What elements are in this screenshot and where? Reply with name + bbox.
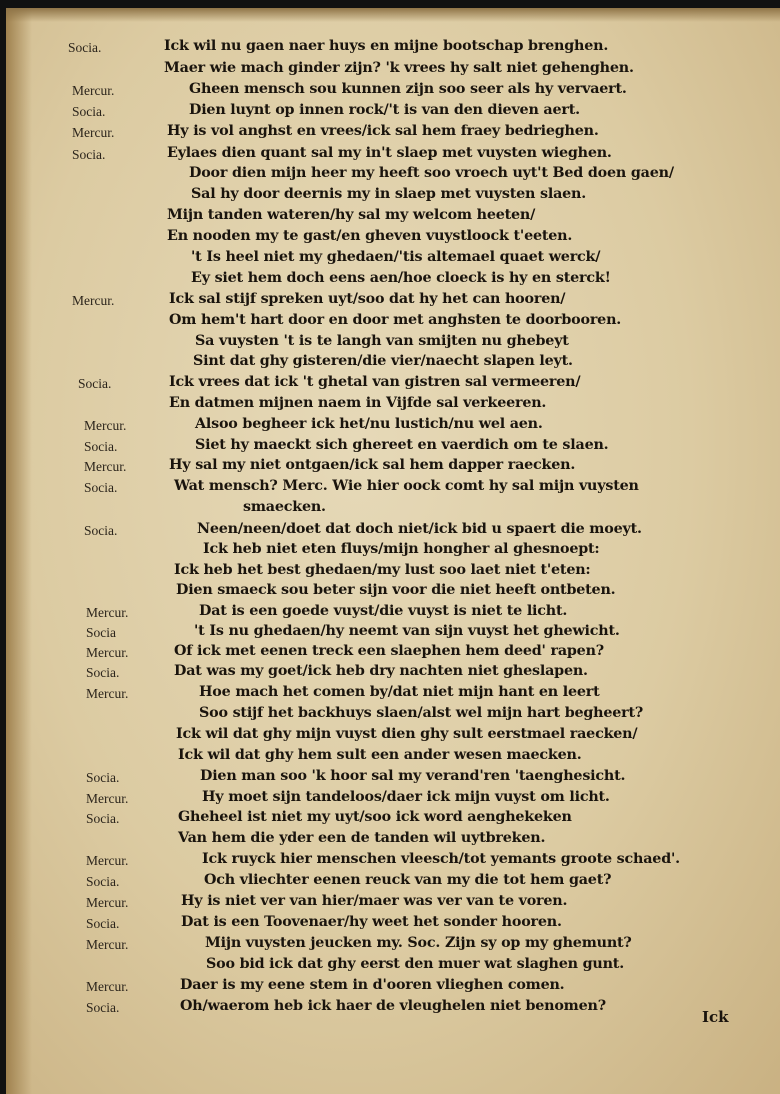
verse-text: Sint dat ghy gisteren/die vier/naecht slapen leyt. bbox=[193, 353, 573, 369]
speaker-label: Socia. bbox=[86, 665, 120, 680]
speaker-label: Socia bbox=[86, 625, 116, 640]
verse-line bbox=[6, 291, 780, 311]
verse-line bbox=[6, 893, 780, 913]
verse-line bbox=[6, 145, 780, 165]
page-top-shadow bbox=[6, 8, 780, 22]
verse-line bbox=[6, 809, 780, 829]
verse-line bbox=[6, 956, 780, 976]
verse-text: Alsoo begheer ick het/nu lustich/nu wel aen. bbox=[195, 416, 543, 432]
speaker-label: Mercur. bbox=[86, 645, 129, 660]
verse-text: Mijn vuysten jeucken my. Soc. Zijn sy op my ghemunt? bbox=[205, 935, 632, 951]
speaker-label: Socia. bbox=[86, 811, 120, 826]
verse-text: Sa vuysten 't is te langh van smijten nu ghebeyt bbox=[195, 333, 569, 349]
verse-text: smaecken. bbox=[243, 499, 326, 515]
speaker-label: Mercur. bbox=[86, 605, 129, 620]
verse-line bbox=[6, 998, 780, 1018]
verse-line bbox=[6, 623, 780, 643]
verse-text: Mijn tanden wateren/hy sal my welcom heeten/ bbox=[167, 207, 536, 223]
verse-line bbox=[6, 499, 780, 519]
verse-text: Ick sal stijf spreken uyt/soo dat hy het can hooren/ bbox=[169, 291, 566, 307]
verse-line bbox=[6, 851, 780, 871]
speaker-label: Socia. bbox=[72, 147, 106, 162]
verse-text: Ick wil nu gaen naer huys en mijne bootschap brenghen. bbox=[164, 38, 609, 54]
speaker-label: Mercur. bbox=[86, 791, 129, 806]
verse-line bbox=[6, 935, 780, 955]
verse-line bbox=[6, 81, 780, 101]
verse-text: Hy moet sijn tandeloos/daer ick mijn vuyst om licht. bbox=[202, 789, 610, 805]
verse-text: Dat was my goet/ick heb dry nachten niet gheslapen. bbox=[174, 663, 588, 679]
verse-text: Maer wie mach ginder zijn? 'k vrees hy salt niet gehenghen. bbox=[164, 60, 634, 76]
speaker-label: Socia. bbox=[84, 480, 118, 495]
speaker-label: Socia. bbox=[86, 1000, 120, 1015]
verse-text: Ick heb niet eten fluys/mijn hongher al ghesnoept: bbox=[203, 541, 600, 557]
verse-text: Soo bid ick dat ghy eerst den muer wat slaghen gunt. bbox=[206, 956, 624, 972]
verse-text: En nooden my te gast/en gheven vuystloock t'eeten. bbox=[167, 228, 573, 244]
verse-line bbox=[6, 684, 780, 704]
verse-line bbox=[6, 102, 780, 122]
verse-text: Oh/waerom heb ick haer de vleughelen niet benomen? bbox=[180, 998, 606, 1014]
speaker-label: Mercur. bbox=[86, 686, 129, 701]
verse-text: Hy is niet ver van hier/maer was ver van te voren. bbox=[181, 893, 568, 909]
verse-text: Hy is vol anghst en vrees/ick sal hem fraey bedrieghen. bbox=[167, 123, 599, 139]
verse-line bbox=[6, 705, 780, 725]
verse-line bbox=[6, 830, 780, 850]
verse-line bbox=[6, 270, 780, 290]
verse-text: Gheheel ist niet my uyt/soo ick word aenghekeken bbox=[178, 809, 572, 825]
speaker-label: Mercur. bbox=[86, 979, 129, 994]
verse-line bbox=[6, 437, 780, 457]
speaker-label: Mercur. bbox=[84, 418, 127, 433]
verse-line bbox=[6, 747, 780, 767]
verse-line bbox=[6, 977, 780, 997]
verse-line bbox=[6, 123, 780, 143]
verse-line bbox=[6, 228, 780, 248]
speaker-label: Mercur. bbox=[72, 125, 115, 140]
verse-text: Dien luynt op innen rock/'t is van den dieven aert. bbox=[189, 102, 580, 118]
verse-line bbox=[6, 603, 780, 623]
verse-text: Ick heb het best ghedaen/my lust soo laet niet t'eten: bbox=[174, 562, 591, 578]
verse-line bbox=[6, 186, 780, 206]
verse-line bbox=[6, 416, 780, 436]
verse-text: En datmen mijnen naem in Vijfde sal verkeeren. bbox=[169, 395, 547, 411]
verse-line bbox=[6, 457, 780, 477]
verse-text: 't Is heel niet my ghedaen/'tis altemael quaet werck/ bbox=[191, 249, 601, 265]
verse-text: Om hem't hart door en door met anghsten te doorbooren. bbox=[169, 312, 622, 328]
verse-line bbox=[6, 374, 780, 394]
verse-text: Dat is een Toovenaer/hy weet het sonder hooren. bbox=[181, 914, 562, 930]
verse-text: Ick vrees dat ick 't ghetal van gistren sal vermeeren/ bbox=[169, 374, 581, 390]
verse-text: Of ick met eenen treck een slaephen hem deed' rapen? bbox=[174, 643, 604, 659]
speaker-label: Mercur. bbox=[86, 853, 129, 868]
speaker-label: Socia. bbox=[86, 874, 120, 889]
verse-line bbox=[6, 768, 780, 788]
speaker-label: Socia. bbox=[86, 916, 120, 931]
speaker-label: Mercur. bbox=[72, 83, 115, 98]
speaker-label: Socia. bbox=[84, 439, 118, 454]
verse-line bbox=[6, 312, 780, 332]
verse-line bbox=[6, 165, 780, 185]
verse-text: Daer is my eene stem in d'ooren vlieghen comen. bbox=[180, 977, 565, 993]
verse-text: Van hem die yder een de tanden wil uytbreken. bbox=[178, 830, 546, 846]
verse-text: Siet hy maeckt sich ghereet en vaerdich om te slaen. bbox=[195, 437, 609, 453]
verse-line bbox=[6, 395, 780, 415]
verse-line bbox=[6, 663, 780, 683]
verse-line bbox=[6, 478, 780, 498]
verse-line bbox=[6, 789, 780, 809]
speaker-label: Socia. bbox=[84, 523, 118, 538]
speaker-label: Socia. bbox=[72, 104, 106, 119]
verse-line bbox=[6, 562, 780, 582]
verse-line bbox=[6, 249, 780, 269]
verse-text: Eylaes dien quant sal my in't slaep met vuysten wieghen. bbox=[167, 145, 612, 161]
verse-text: Door dien mijn heer my heeft soo vroech uyt't Bed doen gaen/ bbox=[189, 165, 674, 181]
speaker-label: Socia. bbox=[68, 40, 102, 55]
verse-line bbox=[6, 38, 780, 58]
verse-text: Gheen mensch sou kunnen zijn soo seer als hy vervaert. bbox=[189, 81, 627, 97]
verse-line bbox=[6, 521, 780, 541]
verse-line bbox=[6, 914, 780, 934]
verse-text: Hy sal my niet ontgaen/ick sal hem dapper raecken. bbox=[169, 457, 576, 473]
speaker-label: Mercur. bbox=[84, 459, 127, 474]
verse-text: Soo stijf het backhuys slaen/alst wel mijn hart begheert? bbox=[199, 705, 644, 721]
verse-line bbox=[6, 643, 780, 663]
speaker-label: Mercur. bbox=[72, 293, 115, 308]
verse-line bbox=[6, 60, 780, 80]
verse-text: Dien man soo 'k hoor sal my verand'ren 'taenghesicht. bbox=[200, 768, 626, 784]
verse-text: Dat is een goede vuyst/die vuyst is niet te licht. bbox=[199, 603, 568, 619]
speaker-label: Socia. bbox=[86, 770, 120, 785]
verse-text: Sal hy door deernis my in slaep met vuysten slaen. bbox=[191, 186, 587, 202]
catchword: Ick bbox=[702, 1008, 729, 1026]
verse-line bbox=[6, 207, 780, 227]
verse-text: Ey siet hem doch eens aen/hoe cloeck is hy en sterck! bbox=[191, 270, 611, 286]
verse-text: Ick wil dat ghy mijn vuyst dien ghy sult eerstmael raecken/ bbox=[176, 726, 638, 742]
speaker-label: Mercur. bbox=[86, 895, 129, 910]
verse-text: Ick wil dat ghy hem sult een ander wesen maecken. bbox=[178, 747, 582, 763]
verse-line bbox=[6, 353, 780, 373]
verse-text: Neen/neen/doet dat doch niet/ick bid u spaert die moeyt. bbox=[197, 521, 642, 537]
speaker-label: Socia. bbox=[78, 376, 112, 391]
verse-line bbox=[6, 872, 780, 892]
verse-text: 't Is nu ghedaen/hy neemt van sijn vuyst het ghewicht. bbox=[194, 623, 620, 639]
verse-line bbox=[6, 582, 780, 602]
verse-text: Hoe mach het comen by/dat niet mijn hant en leert bbox=[199, 684, 600, 700]
verse-line bbox=[6, 333, 780, 353]
book-page bbox=[6, 8, 780, 1094]
verse-text: Wat mensch? Merc. Wie hier oock comt hy sal mijn vuysten bbox=[174, 478, 639, 494]
verse-line bbox=[6, 726, 780, 746]
verse-text: Dien smaeck sou beter sijn voor die niet heeft ontbeten. bbox=[176, 582, 616, 598]
verse-text: Och vliechter eenen reuck van my die tot hem gaet? bbox=[204, 872, 612, 888]
verse-text: Ick ruyck hier menschen vleesch/tot yemants groote schaed'. bbox=[202, 851, 680, 867]
verse-line bbox=[6, 541, 780, 561]
speaker-label: Mercur. bbox=[86, 937, 129, 952]
